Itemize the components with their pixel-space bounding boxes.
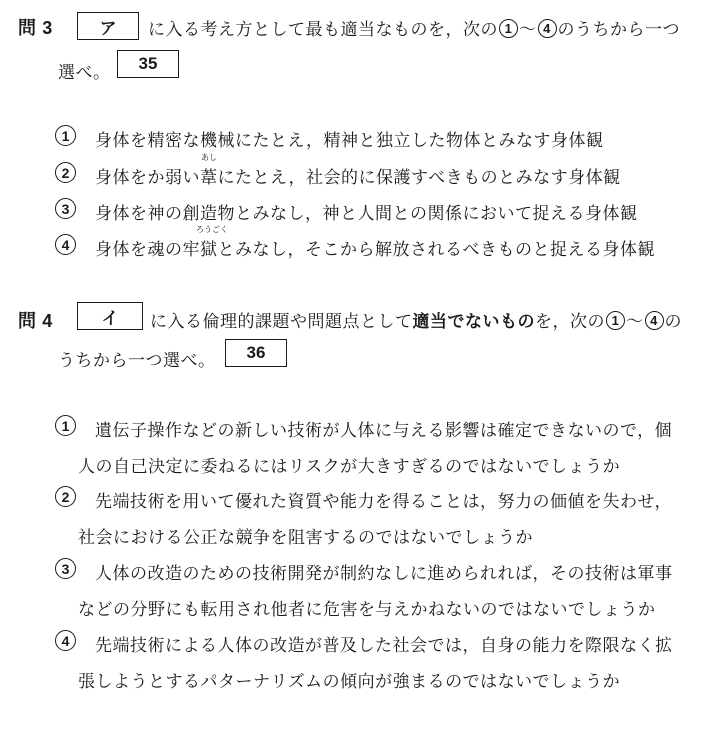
q4-label-kanji: 問 bbox=[18, 311, 36, 332]
q3-option-1-marker: 1 bbox=[55, 125, 76, 146]
q3-range-from: 1 bbox=[499, 19, 518, 38]
q4-option-3-line2: などの分野にも転用され他者に危害を与えかねないのではないでしょうか bbox=[78, 600, 656, 620]
q4-option-3-marker: 3 bbox=[55, 558, 76, 579]
q3-label-number: 3 bbox=[42, 18, 53, 38]
q4-stem-emphasis: 適当でないもの bbox=[412, 312, 535, 332]
q3-option-3-text: 身体を神の創造物とみなし，神と人間との関係において捉える身体観 bbox=[95, 204, 638, 224]
q3-option-3-marker: 3 bbox=[55, 198, 76, 219]
q4-option-4-line2: 張しようとするパターナリズムの傾向が強まるのではないでしょうか bbox=[78, 672, 621, 692]
q4-option-1-marker: 1 bbox=[55, 415, 76, 436]
q3-option-4-text: 身体を魂の牢獄とみなし，そこから解放されるべきものと捉える身体観 bbox=[95, 240, 655, 260]
q4-option-3-line1: 人体の改造のための技術開発が制約なしに進められれば，その技術は軍事 bbox=[95, 564, 673, 584]
q4-option-4-line1: 先端技術による人体の改造が普及した社会では，自身の能力を際限なく拡 bbox=[95, 636, 673, 656]
q4-option-2-line2: 社会における公正な競争を阻害するのではないでしょうか bbox=[78, 528, 533, 548]
q3-option-2-marker: 2 bbox=[55, 162, 76, 183]
q4-answer-number: 36 bbox=[246, 343, 266, 362]
q4-option-1-line1: 遺伝子操作などの新しい技術が人体に与える影響は確定できないので，個 bbox=[95, 421, 673, 441]
q4-range-tilde: 〜 bbox=[626, 312, 644, 332]
q3-stem-line1 bbox=[148, 15, 680, 40]
q3-option-4-marker: 4 bbox=[55, 234, 76, 255]
q4-stem-line1 bbox=[150, 307, 682, 332]
q3-range-to: 4 bbox=[538, 19, 557, 38]
q4-stem-end: の bbox=[664, 312, 682, 332]
q4-range-from: 1 bbox=[606, 311, 625, 330]
q3-option-4-ruby: ろうごく bbox=[196, 225, 228, 234]
q3-stem-line2: 選べ。 bbox=[58, 63, 111, 83]
q3-stem-text: に入る考え方として最も適当なものを，次の bbox=[148, 20, 498, 40]
q4-stem-text-2: を，次の bbox=[535, 312, 605, 332]
q4-blank-label: イ bbox=[101, 308, 119, 328]
q3-label bbox=[18, 14, 52, 40]
q4-label bbox=[18, 307, 52, 333]
q3-blank-label: ア bbox=[99, 18, 117, 38]
q4-option-2-line1: 先端技術を用いて優れた資質や能力を得ることは，努力の価値を失わせ， bbox=[95, 492, 672, 512]
q4-blank-box bbox=[77, 302, 143, 330]
q4-stem-text: に入る倫理的課題や問題点として bbox=[150, 312, 413, 332]
q3-blank-box bbox=[77, 12, 139, 40]
q4-label-number: 4 bbox=[42, 311, 53, 331]
q3-stem-end: のうちから一つ bbox=[557, 20, 680, 40]
q4-answer-box bbox=[225, 339, 287, 367]
q3-answer-number: 35 bbox=[138, 54, 158, 73]
q3-option-1-text: 身体を精密な機械にたとえ，精神と独立した物体とみなす身体観 bbox=[95, 131, 604, 151]
q4-option-1-line2: 人の自己決定に委ねるにはリスクが大きすぎるのではないでしょうか bbox=[78, 457, 621, 477]
q3-answer-box bbox=[117, 50, 179, 78]
q3-label-kanji: 問 bbox=[18, 18, 36, 39]
q3-range-tilde: 〜 bbox=[519, 20, 537, 40]
q4-option-4-marker: 4 bbox=[55, 630, 76, 651]
q4-stem-line2: うちから一つ選べ。 bbox=[58, 351, 216, 371]
q3-option-2-ruby: あし bbox=[201, 153, 217, 162]
q4-option-2-marker: 2 bbox=[55, 486, 76, 507]
q4-range-to: 4 bbox=[645, 311, 664, 330]
q3-option-2-text: 身体をか弱い葦にたとえ，社会的に保護すべきものとみなす身体観 bbox=[95, 168, 621, 188]
